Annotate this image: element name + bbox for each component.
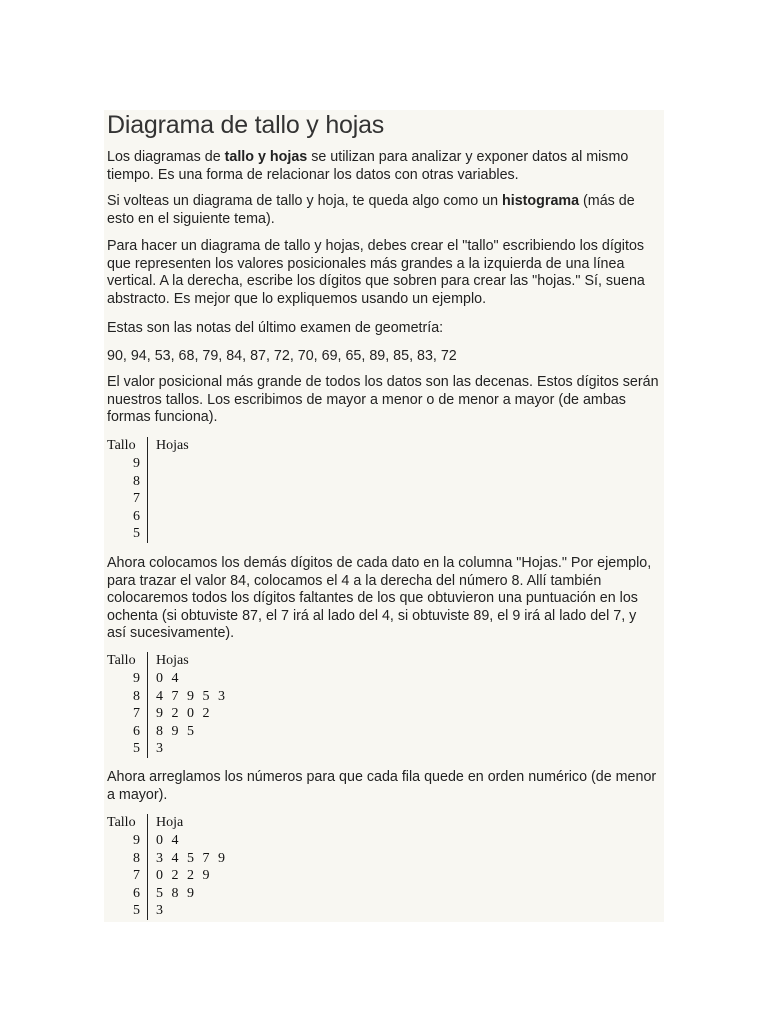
leaf-values: 3 (156, 903, 166, 918)
paragraph-how-to: Para hacer un diagrama de tallo y hojas, debes crear el "tallo" escribiendo los dígitos que representen los valores posicionales más grandes a la izquierda de una línea vertical. A la derecha, escribe los dígitos que sobren para crear las "hojas." Sí, suena abstracto. Es mejor que lo expliquemos usando un ejemplo. (107, 238, 645, 307)
stem-header: Tallo (107, 438, 136, 453)
stem-header: Tallo (107, 815, 136, 830)
divider-line (147, 814, 148, 920)
stem-leaf-table-empty (107, 437, 307, 545)
leaf-values: 4 7 9 5 3 (156, 688, 228, 704)
stem-value: 5 (133, 903, 140, 918)
leaf-values: 9 2 0 2 (156, 706, 212, 721)
leaf-header: Hojas (156, 653, 189, 668)
document-panel (104, 110, 664, 922)
leaf-values: 8 9 5 (156, 723, 197, 739)
stem-value: 9 (133, 833, 140, 848)
stem-header: Tallo (107, 653, 136, 668)
paragraph-intro-text-1: Los diagramas de (107, 149, 225, 165)
stem-value: 9 (133, 671, 140, 686)
leaf-header: Hoja (156, 815, 184, 830)
stem-value: 5 (133, 741, 140, 756)
paragraph-scores-list: 90, 94, 53, 68, 79, 84, 87, 72, 70, 69, 65, 89, 85, 83, 72 (107, 348, 457, 364)
paragraph-intro (107, 149, 659, 184)
page-title: Diagrama de tallo y hojas (107, 111, 385, 139)
leaf-values: 0 4 (156, 671, 181, 686)
divider-line (147, 652, 148, 758)
paragraph-histogram-text-2: (más de esto en el siguiente tema). (107, 193, 635, 227)
stem-value: 8 (133, 473, 140, 489)
stem-value: 7 (133, 491, 140, 506)
paragraph-stems: El valor posicional más grande de todos los datos son las decenas. Estos dígitos serán nuestros tallos. Los escribimos de mayor a menor o de menor a mayor (de ambas formas funciona). (107, 374, 659, 425)
paragraph-leaves: Ahora colocamos los demás dígitos de cada dato en la columna "Hojas." Por ejemplo, para trazar el valor 84, colocamos el 4 a la derecha del número 8. Allí también colocaremos todos los dígitos faltantes de los que obtuvieron una puntuación en los ochenta (si obtuviste 87, el 7 irá al lado del 4, si obtuviste 89, el 9 irá al lado del 7, y así sucesivamente). (107, 555, 652, 641)
stem-value: 9 (133, 456, 140, 471)
stem-value: 8 (133, 850, 140, 866)
paragraph-histogram-bold: histograma (502, 193, 580, 209)
stem-leaf-table-unsorted (107, 652, 307, 760)
leaf-header: Hojas (156, 438, 189, 453)
paragraph-intro-bold: tallo y hojas (224, 149, 308, 165)
paragraph-histogram (107, 193, 659, 228)
leaf-values: 0 2 2 9 (156, 868, 212, 883)
leaf-values: 3 (156, 741, 166, 756)
paragraph-intro-text-2: se utilizan para analizar y exponer datos al mismo tiempo. Es una forma de relacionar los datos con otras variables. (107, 149, 629, 183)
stem-value: 7 (133, 706, 140, 721)
stem-value: 8 (133, 688, 140, 704)
stem-value: 6 (133, 723, 140, 739)
paragraph-histogram-text-1: Si volteas un diagrama de tallo y hoja, te queda algo como un (107, 193, 503, 209)
paragraph-scores-intro: Estas son las notas del último examen de geometría: (107, 320, 444, 336)
leaf-values: 3 4 5 7 9 (156, 850, 228, 866)
stem-value: 6 (133, 508, 140, 524)
stem-value: 5 (133, 526, 140, 541)
leaf-values: 0 4 (156, 833, 181, 848)
divider-line (147, 437, 148, 543)
stem-leaf-table-sorted (107, 814, 307, 922)
leaf-values: 5 8 9 (156, 885, 197, 901)
stem-value: 6 (133, 885, 140, 901)
stem-value: 7 (133, 868, 140, 883)
paragraph-sort: Ahora arreglamos los números para que cada fila quede en orden numérico (de menor a mayor). (107, 769, 657, 803)
